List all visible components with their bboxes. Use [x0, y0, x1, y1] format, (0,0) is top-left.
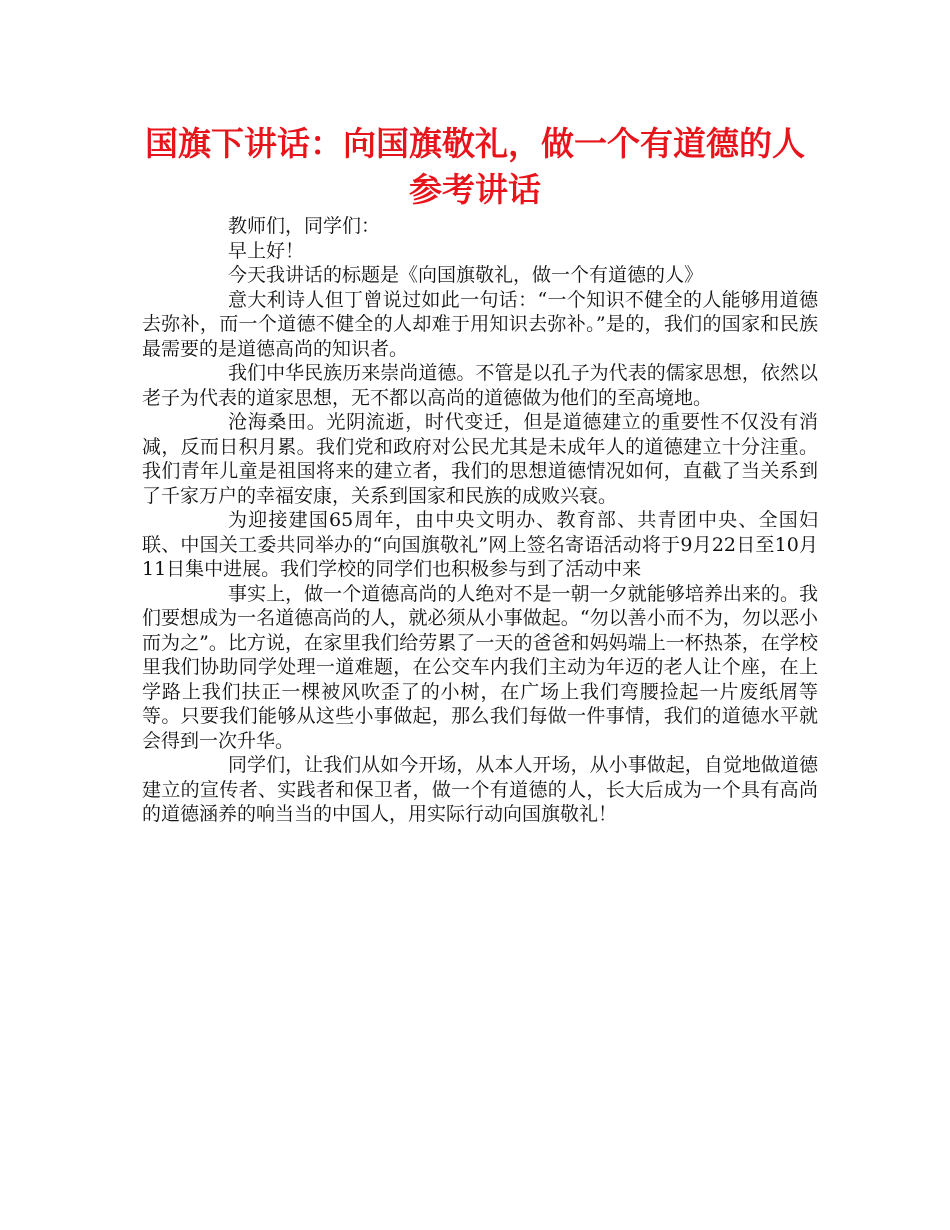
document-title: 国旗下讲话：向国旗敬礼，做一个有道德的人参考讲话	[145, 124, 805, 209]
paragraph-activity: 为迎接建国65周年，由中央文明办、教育部、共青团中央、全国妇联、中国关工委共同举办的“向国旗敬礼”网上签名寄语活动将于9月22日至10月11日集中进展。我们学校的同学们也积极参与到了活动中来	[142, 509, 818, 580]
paragraph-greeting: 早上好！	[228, 239, 305, 262]
paragraph-dante-quote: 意大利诗人但丁曾说过如此一句话：“一个知识不健全的人能够用道德去弥补，而一个道德不健全的人却难于用知识去弥补。”是的，我们的国家和民族最需要的是道德高尚的知识者。	[142, 288, 818, 360]
paragraph-small-things: 事实上，做一个道德高尚的人绝对不是一朝一夕就能够培养出来的。我们要想成为一名道德高尚的人，就必须从小事做起。“勿以善小而不为，勿以恶小而为之”。比方说，在家里我们给劳累了一天的爸爸和妈妈端上一杯热茶，在学校里我们协助同学处理一道难题，在公交车内我们主动为年迈的老人让个座，在上学路上我们扶正一棵被风吹歪了的小树，在广场上我们弯腰捡起一片废纸屑等等。只要我们能够从这些小事做起，那么我们每做一件事情，我们的道德水平就会得到一次升华。	[142, 582, 818, 752]
paragraph-topic: 今天我讲话的标题是《向国旗敬礼，做一个有道德的人》	[228, 264, 704, 286]
paragraph-tradition: 我们中华民族历来崇尚道德。不管是以孔子为代表的儒家思想，依然以老子为代表的道家思想，无不都以高尚的道德做为他们的至高境地。	[142, 362, 818, 409]
paragraph-salutation: 教师们，同学们：	[228, 215, 381, 237]
paragraph-closing: 同学们，让我们从如今开场，从本人开场，从小事做起，自觉地做道德建立的宣传者、实践者和保卫者，做一个有道德的人，长大后成为一个具有高尚的道德涵养的响当当的中国人，用实际行动向国旗敬礼！	[142, 754, 818, 825]
document-body	[142, 214, 818, 827]
paragraph-importance: 沧海桑田。光阴流逝，时代变迁，但是道德建立的重要性不仅没有消减，反而日积月累。我们党和政府对公民尤其是未成年人的道德建立十分注重。我们青年儿童是祖国将来的建立者，我们的思想道德情况如何，直截了当关系到了千家万户的幸福安康，关系到国家和民族的成败兴衰。	[142, 411, 818, 507]
